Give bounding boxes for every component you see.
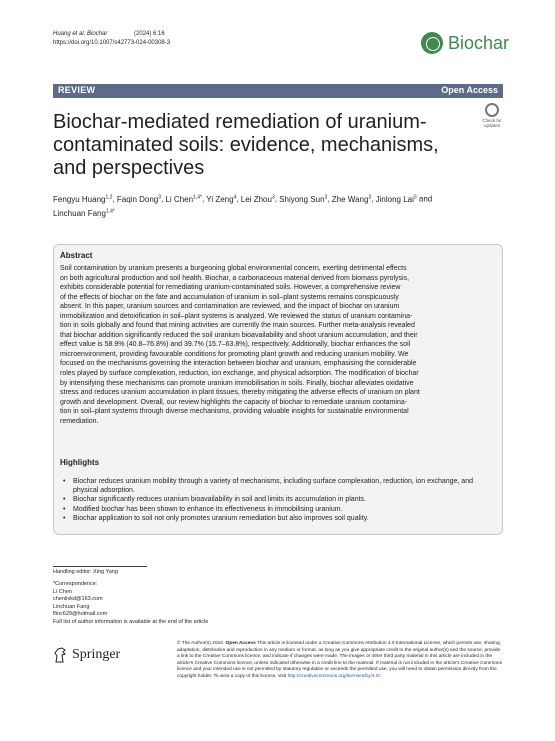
highlight-item: • Biochar application to soil not only promotes uranium remediation but also improves soil quality.: [60, 514, 496, 523]
abstract-line: stress and reduces uranium accumulation in plant tissues, thereby mitigating the adverse effects of uranium on plant: [60, 389, 420, 397]
author[interactable]: Faqin Dong$^3$: [116, 194, 162, 204]
contact-email[interactable]: flinc629@hotmail.com: [53, 611, 108, 617]
check-updates-label: Check for updates: [482, 118, 502, 128]
publisher-name: Springer: [72, 647, 121, 662]
author[interactable]: Linchuan Fang$^{1,4*}$: [53, 208, 115, 219]
author[interactable]: Shiyong Sun$^3$: [279, 194, 328, 204]
open-access-label: Open Access: [441, 85, 498, 95]
journal-logo-text: Biochar: [448, 32, 510, 53]
journal-logo[interactable]: [421, 32, 509, 54]
abstract-line: of the effects of biochar on the fate and accumulation of uranium in soil–plant systems remains conspicuously: [60, 293, 399, 301]
abstract-line: Soil contamination by uranium presents a burgeoning global environmental concern, exerting detrimental effects: [60, 265, 407, 272]
correspondence-label: *Correspondence:: [53, 581, 98, 587]
abstract-heading: Abstract: [60, 251, 93, 260]
abstract-line: effect value is 58.9% (40.8–76.8%) and 39.7% (15.7–63.8%), respectively. Additionally, biochar enhances the soil: [60, 341, 411, 349]
check-for-updates-badge[interactable]: [481, 103, 503, 129]
abstract-line: growth and development. Overall, our review highlights the capacity of biochar to remediate uranium contamina-: [60, 398, 408, 406]
abstract-line: exhibits considerable potential for remediating uranium-contaminated soils. However, a comprehensive review: [60, 284, 401, 292]
author[interactable]: Li Chen$^{1,4*}$: [165, 194, 202, 204]
abstract-line: that biochar addition significantly reduced the soil uranium bioavailability and shoot uranium accumulation, and their: [60, 331, 418, 339]
abstract-line: roles played by surface complexation, reduction, ion exchange, and physical adsorption. The modification of biochar: [60, 370, 419, 378]
highlight-item: • Modified biochar has been shown to enhance its effectiveness in immobilising uranium.: [60, 505, 496, 514]
highlights-heading: Highlights: [60, 458, 100, 467]
article-title: Biochar-mediated remediation of uranium-contaminated soils: evidence, mechanisms, and perspectives: [53, 111, 439, 179]
handling-editor: Handling editor: Xing Yang: [53, 569, 118, 575]
citation-line: Huang et al. Biochar (2024) 6:16: [53, 31, 165, 37]
highlights-list: [60, 477, 496, 523]
abstract-line: microenvironment, providing favourable conditions for promoting plant growth and reducing uranium mobility. We: [60, 350, 409, 358]
article-type-label: REVIEW: [58, 85, 96, 95]
author[interactable]: Fengyu Huang$^{1,2}$: [53, 194, 113, 204]
author[interactable]: Jinlong Lai$^3$: [375, 194, 417, 204]
author[interactable]: Yi Zeng$^4$: [206, 194, 237, 204]
contact-name: Linchuan Fang: [53, 603, 90, 610]
journal-emblem-icon: [421, 32, 443, 54]
contact-name: Li Chen: [53, 588, 72, 595]
contact-email[interactable]: chenlixkd@163.com: [53, 596, 103, 602]
highlight-item: • Biochar significantly reduces uranium bioavailability in soil and limits its accumulation in plants.: [60, 495, 496, 504]
footnote-divider: [53, 566, 147, 567]
abstract-line: focused on the mechanisms governing the interaction between biochar and uranium, emphasising the considerable: [60, 360, 417, 368]
abstract-line: immobilization and detoxification in soil–plant systems is analyzed. We reviewed the status of uranium contamina-: [60, 312, 413, 320]
author[interactable]: Lei Zhou$^3$: [240, 194, 275, 204]
correspondence-block: [53, 581, 208, 626]
affiliation-note: Full list of author information is available at the end of the article: [53, 618, 209, 625]
license-open-access: Open Access: [225, 641, 256, 646]
check-updates-icon: [485, 103, 499, 117]
highlight-item: • Biochar reduces uranium mobility through a variety of mechanisms, including surface complexation, reduction, ion exchange, and physical adsorption.: [60, 477, 496, 495]
doi-link[interactable]: https://doi.org/10.1007/s42773-024-00308-3: [53, 40, 171, 46]
license-text: © The Author(s) 2024. Open Access This article is licensed under a Creative Commons Attribution 4.0 International License, which permits use, sharing, adaptation, distribution and reproduction in any medium or format, as long as you give appropriate credit to the original author(s) and the source, provide a link to the Creative Commons licence, and indicate if changes were made. The images or other third party material in this article are included in the article's Creative Commons licence, unless indicated otherwise in a credit line to the material. If material is not included in the article's Creative Commons licence and your intended use is not permitted by statutory regulation or exceeds the permitted use, you will need to obtain permission directly from the copyright holder. To view a copy of this licence, visit http://creativecommons.org/licenses/by/4.0/.: [177, 641, 502, 679]
springer-horse-icon: [53, 647, 67, 663]
abstract-text: [60, 264, 496, 426]
abstract-line: by intensifying these mechanisms can promote uranium immobilisation in soils. Finally, biochar alleviates oxidative: [60, 379, 414, 387]
author[interactable]: Zhe Wang$^3$: [331, 194, 372, 204]
author-list: Fengyu Huang$^{1,2}$, Faqin Dong$^3$, Li Chen$^{1,4*}$, Yi Zeng$^4$, Lei Zhou$^3$, Shiyong Sun$^3$, Zhe Wang$^3$, Jinlong Lai$^3$ and Linchuan Fang$^{1,4*}$: [53, 194, 433, 219]
abstract-line: absent. In this paper, uranium sources and contamination are reviewed, and the impact of biochar on uranium: [60, 303, 400, 311]
publisher-logo[interactable]: [53, 647, 120, 663]
abstract-line: remediation.: [60, 417, 99, 425]
abstract-line: tion in soil–plant systems through diverse mechanisms, providing valuable insights for sustainable environmental: [60, 408, 409, 416]
abstract-line: on both agricultural production and soil health. Biochar, a carbonaceous material derived from biomass pyrolysis,: [60, 274, 410, 282]
license-url[interactable]: http://creativecommons.org/licenses/by/4.0/: [287, 673, 380, 679]
article-type-banner: [53, 84, 503, 98]
abstract-box: [53, 244, 503, 535]
abstract-line: tion in soils globally and found that mining activities are currently the main sources. Further meta-analysis revealed: [60, 322, 415, 330]
